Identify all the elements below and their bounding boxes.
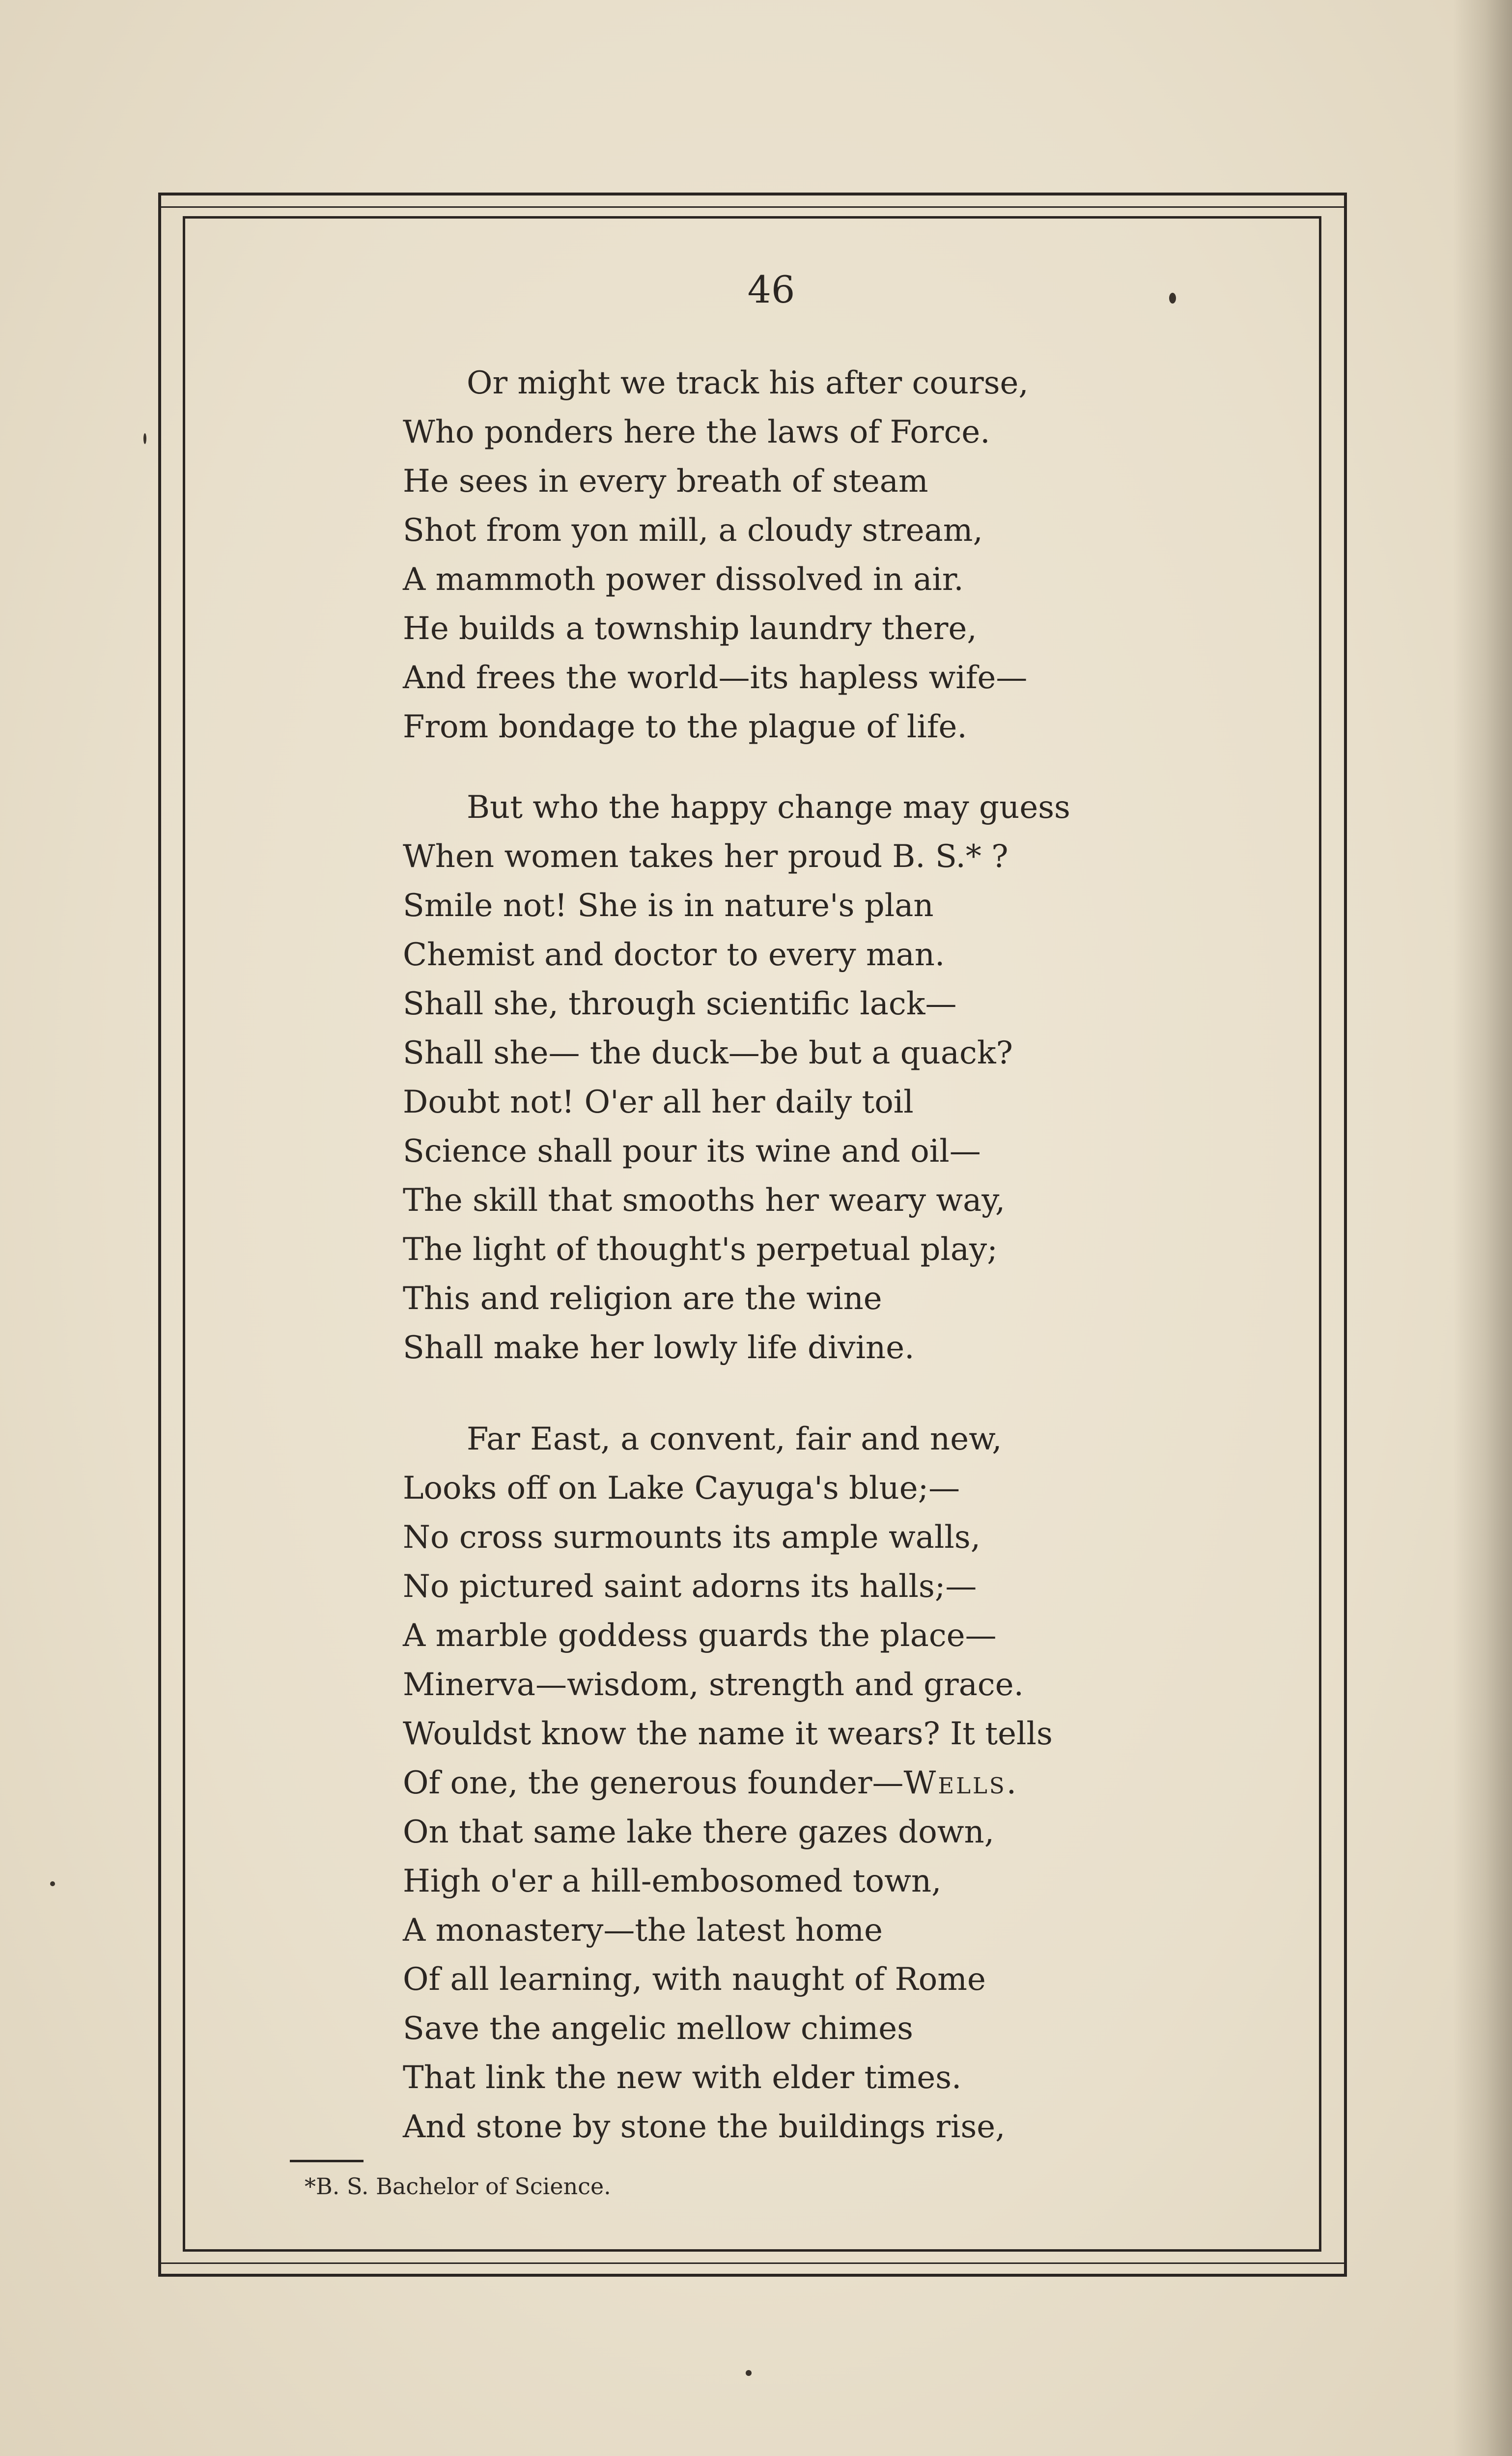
poem-line: Minerva—wisdom, strength and grace. bbox=[403, 1667, 1024, 1703]
poem-line: Shall make her lowly life divine. bbox=[403, 1330, 915, 1366]
border-rule-bottom bbox=[158, 2262, 1347, 2264]
poem-line: That link the new with elder times. bbox=[403, 2060, 962, 2096]
stanza-1 bbox=[403, 359, 1140, 752]
poem-line: Save the angelic mellow chimes bbox=[403, 2010, 913, 2047]
ink-speck bbox=[50, 1881, 55, 1886]
founder-name: Wells. bbox=[903, 1765, 1019, 1801]
poem-line: A marble goddess guards the place— bbox=[403, 1618, 997, 1654]
poem-line: Shot from yon mill, a cloudy stream, bbox=[403, 512, 983, 549]
poem-line: Far East, a convent, fair and new, bbox=[467, 1421, 1002, 1457]
spine-shadow bbox=[1453, 0, 1512, 2456]
page-number: 46 bbox=[747, 268, 795, 311]
poem-line: Shall she— the duck—be but a quack? bbox=[403, 1035, 1013, 1071]
poem-line: A mammoth power dissolved in air. bbox=[403, 561, 964, 598]
poem-line-founder bbox=[403, 1758, 1140, 1808]
poem-line: High o'er a hill-embosomed town, bbox=[403, 1863, 942, 1899]
poem-line: No pictured saint adorns its halls;— bbox=[403, 1568, 977, 1605]
poem-line: When women takes her proud B. S.* ? bbox=[403, 838, 1008, 875]
poem-line: Science shall pour its wine and oil— bbox=[403, 1133, 981, 1170]
poem-line: And frees the world—its hapless wife— bbox=[403, 660, 1028, 696]
poem-line: But who the happy change may guess bbox=[467, 789, 1070, 826]
ink-speck bbox=[143, 433, 146, 444]
footnote: *B. S. Bachelor of Science. bbox=[305, 2173, 611, 2200]
footnote-rule bbox=[290, 2160, 364, 2162]
border-rule-top bbox=[158, 206, 1347, 208]
stanza-3 bbox=[403, 1415, 1140, 2151]
ink-speck bbox=[1169, 293, 1176, 304]
founder-line-text: Of one, the generous founder— bbox=[403, 1765, 904, 1801]
poem-line: On that same lake there gazes down, bbox=[403, 1814, 995, 1850]
poem-line: He sees in every breath of steam bbox=[403, 463, 928, 500]
poem-line: Or might we track his after course, bbox=[467, 365, 1029, 401]
poem-line: Doubt not! O'er all her daily toil bbox=[403, 1084, 914, 1120]
poem-line: Who ponders here the laws of Force. bbox=[403, 414, 990, 450]
poem-line: Of all learning, with naught of Rome bbox=[403, 1961, 986, 1998]
ink-speck bbox=[746, 2370, 752, 2376]
poem-line: Chemist and doctor to every man. bbox=[403, 937, 945, 973]
poem-line: He builds a township laundry there, bbox=[403, 611, 977, 647]
poem-line: A monastery—the latest home bbox=[403, 1912, 883, 1949]
poem-line: And stone by stone the buildings rise, bbox=[403, 2109, 1006, 2145]
poem-line: No cross surmounts its ample walls, bbox=[403, 1519, 981, 1556]
poem-line: From bondage to the plague of life. bbox=[403, 709, 967, 745]
poem-line: This and religion are the wine bbox=[403, 1281, 882, 1317]
poem-line: The light of thought's perpetual play; bbox=[403, 1231, 998, 1268]
poem-line: Looks off on Lake Cayuga's blue;— bbox=[403, 1470, 960, 1507]
poem-line: The skill that smooths her weary way, bbox=[403, 1182, 1006, 1219]
stanza-2 bbox=[403, 783, 1140, 1372]
poem-line: Wouldst know the name it wears? It tells bbox=[403, 1716, 1053, 1752]
poem-line: Shall she, through scientific lack— bbox=[403, 986, 957, 1022]
poem-line: Smile not! She is in nature's plan bbox=[403, 888, 934, 924]
